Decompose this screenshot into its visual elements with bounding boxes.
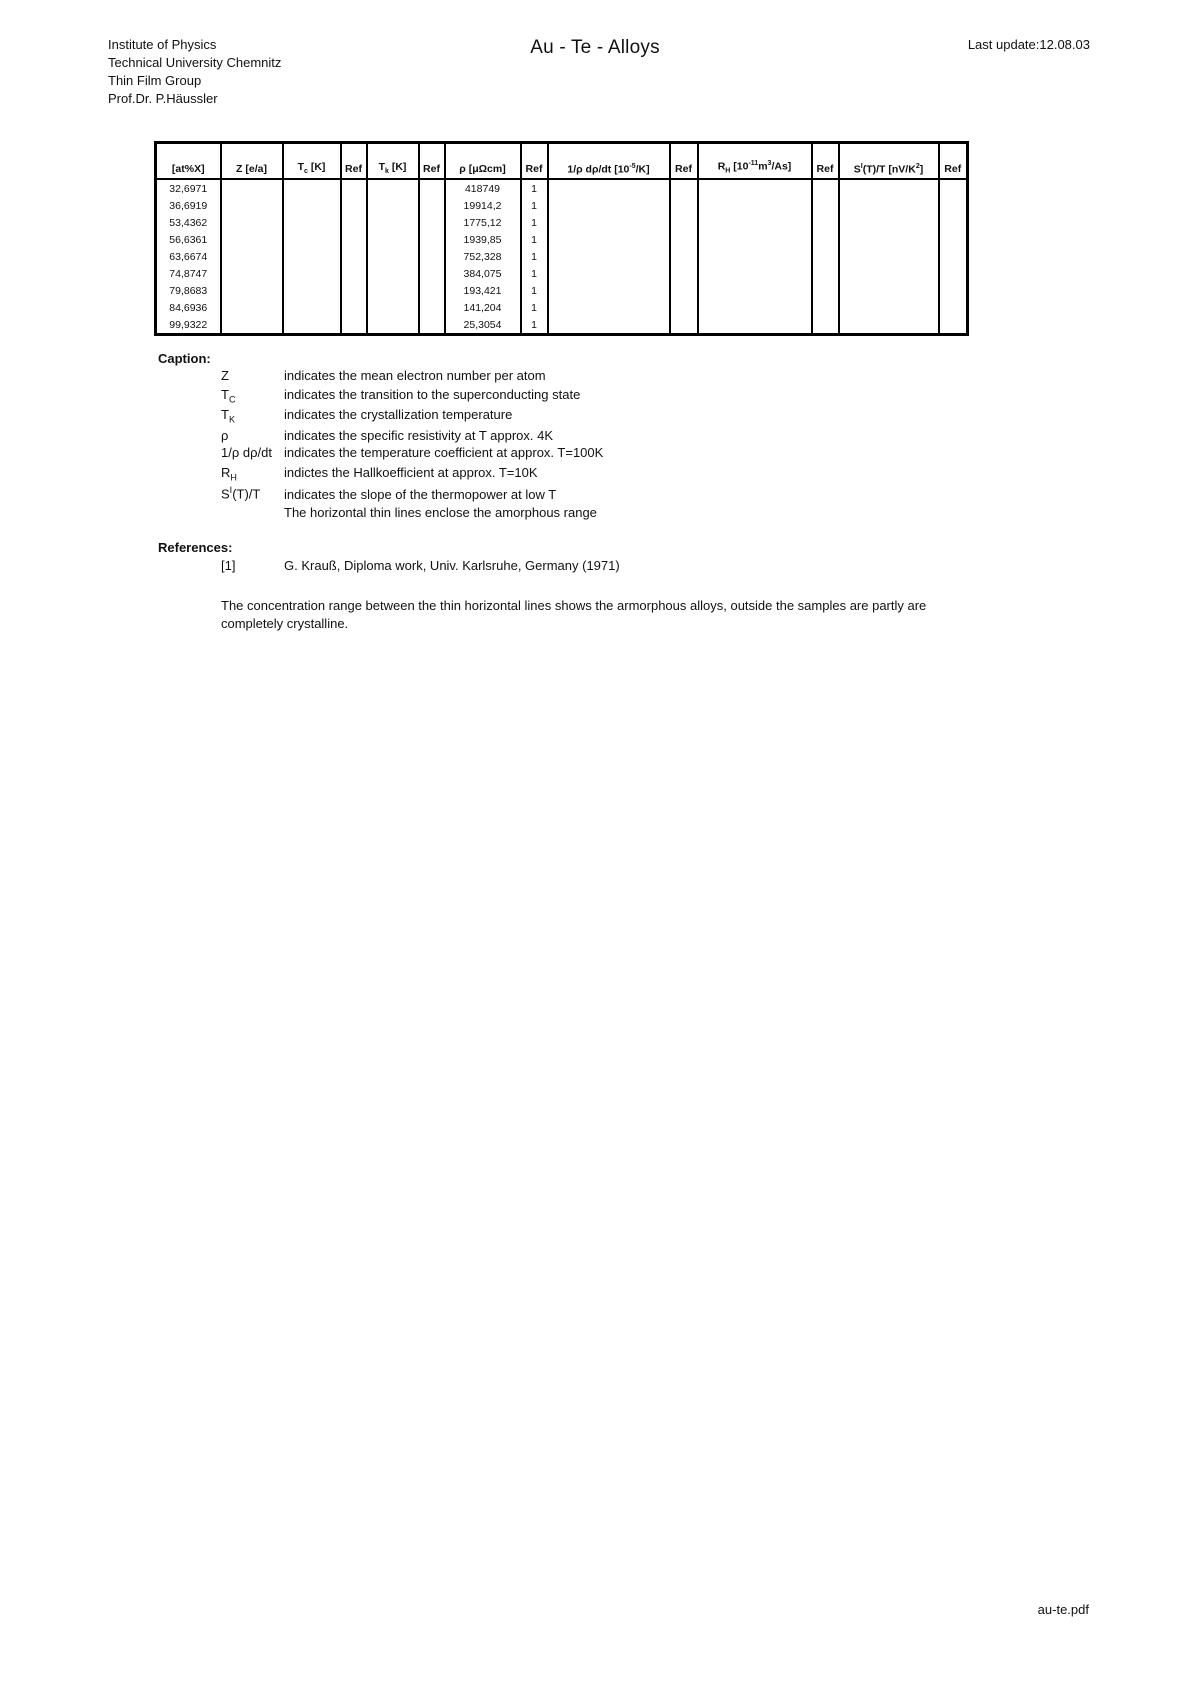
cell-rho: 141,204 [445, 299, 521, 316]
caption-text-tcr: indicates the temperature coefficient at approx. T=100K [284, 445, 604, 460]
col-header-z: Z [e/a] [221, 143, 283, 180]
col-header-ref-3: Ref [521, 143, 548, 180]
cell-rho: 19914,2 [445, 197, 521, 214]
data-table [154, 141, 969, 336]
cell-ref: 1 [521, 248, 548, 265]
caption-symbol-rho: ρ [221, 428, 229, 443]
table-row [156, 316, 968, 335]
table-row [156, 197, 968, 214]
caption-symbol-s: $S^I(T)/T$ [221, 485, 261, 502]
institute-line-3: Thin Film Group [108, 73, 202, 88]
caption-symbol-tcr: 1/ρ dρ/dt [221, 445, 272, 460]
caption-text-rho: indicates the specific resistivity at T approx. 4K [284, 428, 554, 443]
table-row [156, 179, 968, 197]
caption-symbol-tk: $T_K$ [221, 407, 235, 425]
cell-rho: 1939,85 [445, 231, 521, 248]
note-paragraph: The concentration range between the thin horizontal lines shows the armorphous alloys, outside the samples are partly are completely crystalline. [221, 598, 927, 631]
cell-at: 79,8683 [169, 284, 208, 297]
cell-rho: 384,075 [445, 265, 521, 282]
caption-text-amorphous: The horizontal thin lines enclose the amorphous range [284, 505, 597, 520]
cell-rho: 25,3054 [445, 316, 521, 335]
col-header-tk: $T_k$ [K] [367, 143, 419, 180]
cell-at: 74,8747 [169, 267, 208, 280]
col-header-ref-6: Ref [939, 143, 968, 180]
cell-ref: 1 [521, 265, 548, 282]
caption-symbol-rh: $R_H$ [221, 465, 237, 483]
reference-number: [1] [221, 558, 236, 573]
institute-line-4: Prof.Dr. P.Häussler [108, 91, 218, 106]
page-title: Au - Te - Alloys [530, 37, 660, 58]
footer-filename: au-te.pdf [1037, 1602, 1089, 1617]
caption-symbol-tc: $T_C$ [221, 387, 236, 405]
cell-ref: 1 [521, 282, 548, 299]
table-row [156, 231, 968, 248]
caption-text-rh: indictes the Hallkoefficient at approx. T=10K [284, 465, 538, 480]
cell-at: 53,4362 [169, 216, 208, 229]
col-header-rh: $R_H$ $[10^{-11}m^3/As]$ [698, 143, 812, 180]
cell-at: 99,9322 [169, 318, 208, 331]
cell-rho: 418749 [445, 179, 521, 197]
cell-ref: 1 [521, 179, 548, 197]
cell-at: 36,6919 [169, 199, 208, 212]
cell-rho: 193,421 [445, 282, 521, 299]
cell-at: 84,6936 [169, 301, 208, 314]
cell-ref: 1 [521, 316, 548, 335]
col-header-tc: $T_c$ [K] [283, 143, 341, 180]
cell-ref: 1 [521, 231, 548, 248]
institute-line-1: Institute of Physics [108, 37, 217, 52]
reference-text: G. Krauß, Diploma work, Univ. Karlsruhe, Germany (1971) [284, 558, 620, 573]
table-row [156, 282, 968, 299]
cell-rho: 1775,12 [445, 214, 521, 231]
col-header-ref-1: Ref [341, 143, 367, 180]
last-update: Last update:12.08.03 [967, 37, 1090, 52]
table-header-row [156, 143, 968, 180]
table-row [156, 248, 968, 265]
col-header-tcr: 1/ρ dρ/dt $[10^{-5}/K]$ [548, 143, 670, 180]
cell-at: 56,6361 [169, 233, 208, 246]
col-header-rho: ρ [μΩcm] [445, 143, 521, 180]
cell-ref: 1 [521, 197, 548, 214]
table-row [156, 299, 968, 316]
caption-symbol-z: Z [221, 368, 229, 383]
col-header-ref-2: Ref [419, 143, 445, 180]
col-header-at: [at%X] [156, 143, 221, 180]
caption-label: Caption: [158, 351, 211, 366]
caption-text-tc: indicates the transition to the superconducting state [284, 387, 581, 402]
cell-rho: 752,328 [445, 248, 521, 265]
institute-line-2: Technical University Chemnitz [108, 55, 282, 70]
col-header-s: $S^I(T)/T$ $[nV/K^2]$ [839, 143, 939, 180]
cell-at: 32,6971 [169, 182, 208, 195]
caption-text-s: indicates the slope of the thermopower at low T [284, 487, 557, 502]
caption-text-tk: indicates the crystallization temperature [284, 407, 513, 422]
references-label: References: [158, 540, 233, 555]
caption-text-z: indicates the mean electron number per atom [284, 368, 546, 383]
table-row [156, 214, 968, 231]
col-header-ref-4: Ref [670, 143, 698, 180]
cell-at: 63,6674 [169, 250, 208, 263]
cell-ref: 1 [521, 214, 548, 231]
col-header-ref-5: Ref [812, 143, 839, 180]
cell-ref: 1 [521, 299, 548, 316]
table-row [156, 265, 968, 282]
